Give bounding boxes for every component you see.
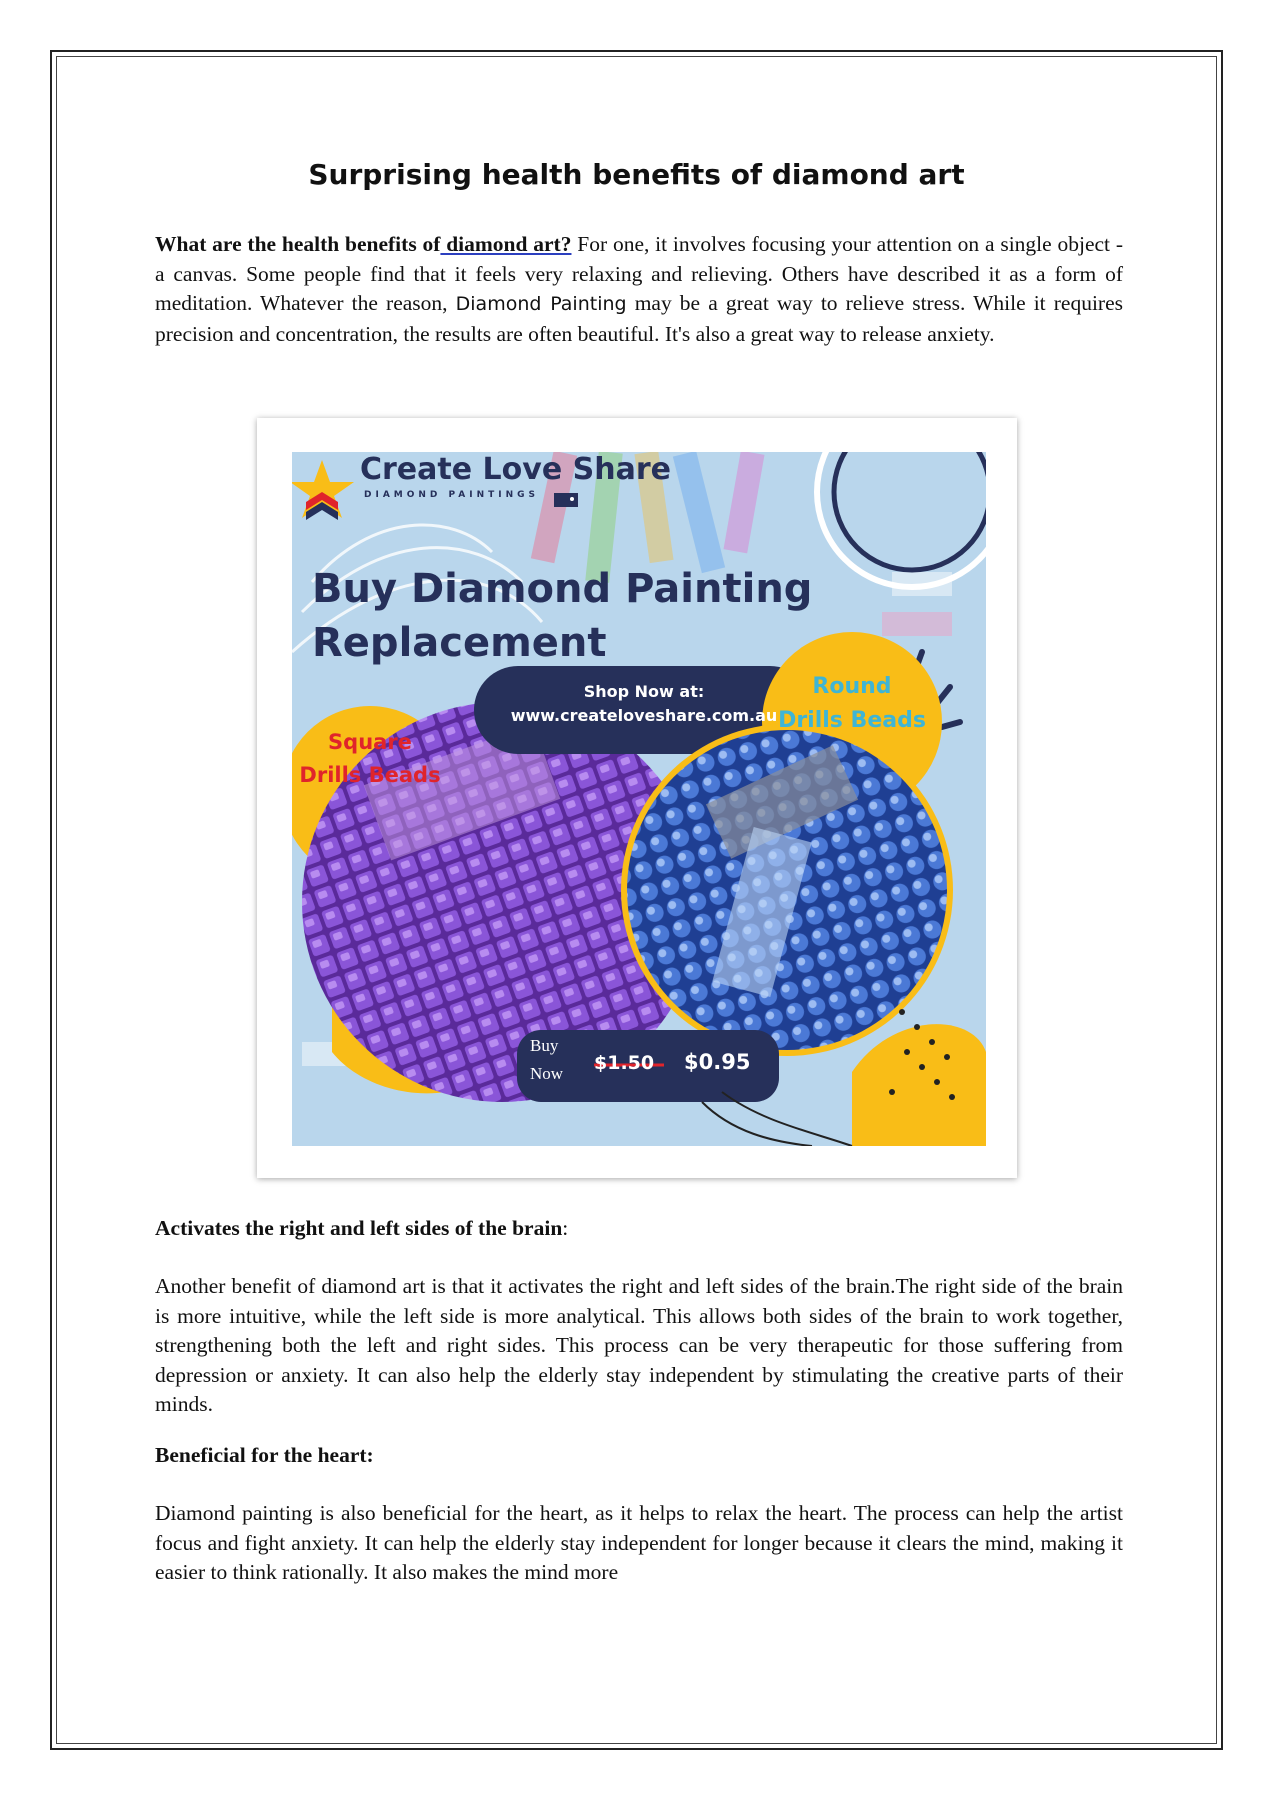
new-price: $0.95: [684, 1050, 751, 1074]
promo-headline-2: Replacement: [312, 620, 607, 666]
promo-artwork: [292, 452, 986, 1146]
section2-heading: Beneficial for the heart:: [155, 1443, 374, 1467]
section1-heading: [155, 1216, 568, 1241]
old-price: $1.50: [594, 1052, 655, 1074]
intro-text-b: may be a great way to relieve stress. While it requires precision and concentration, the results are often beautiful. It's also a great way to release anxiety.: [155, 291, 1123, 346]
section2-body: Diamond painting is also beneficial for the heart, as it helps to relax the heart. The process can help the artist focus and fight anxiety. It can help the elderly stay independent for longer because it clears the mind, making it easier to think rationally. It also makes the mind more: [155, 1501, 1123, 1584]
promo-image: [292, 452, 986, 1146]
brand-name: Create Love Share: [360, 452, 671, 487]
section1-body: Another benefit of diamond art is that it activates the right and left sides of the brain.The right side of the brain is more intuitive, while the left side is more analytical. This allows both sides of the brain to work together, strengthening both the left and right sides. This process can be very therapeutic for those suffering from depression or anxiety. It can also help the elderly stay independent by stimulating the creative parts of their minds.: [155, 1274, 1123, 1416]
shop-now-label: Shop Now at:: [583, 682, 705, 701]
diamond-painting-brand: Diamond Painting: [455, 293, 627, 315]
diamond-art-link[interactable]: diamond art?: [440, 232, 572, 256]
square-drills-title: Square: [328, 730, 412, 754]
brand-subtitle: DIAMOND PAINTINGS: [364, 490, 540, 500]
shop-url[interactable]: www.createloveshare.com.au: [510, 706, 778, 725]
intro-paragraph: [155, 230, 1123, 349]
section1-heading-suffix: :: [562, 1216, 569, 1240]
promo-headline-1: Buy Diamond Painting: [312, 566, 813, 612]
page-title: Surprising health benefits of diamond art: [308, 158, 965, 191]
intro-lead: What are the health benefits of: [155, 232, 441, 256]
square-drills-subtitle: Drills Beads: [299, 763, 441, 787]
round-drills-subtitle: Drills Beads: [778, 708, 926, 733]
now-label[interactable]: Now: [530, 1064, 564, 1083]
section1-heading-text: Activates the right and left sides of the brain: [155, 1216, 563, 1240]
round-drills-title: Round: [812, 674, 892, 699]
intro-text-a: For one, it involves focusing your attention on a single object - a canvas. Some people find that it feels very relaxing and relieving. Others have described it as a form of meditation. Whatever the reason,: [155, 232, 1123, 315]
buy-label[interactable]: Buy: [530, 1036, 559, 1055]
australia-flag-icon: [554, 493, 578, 507]
